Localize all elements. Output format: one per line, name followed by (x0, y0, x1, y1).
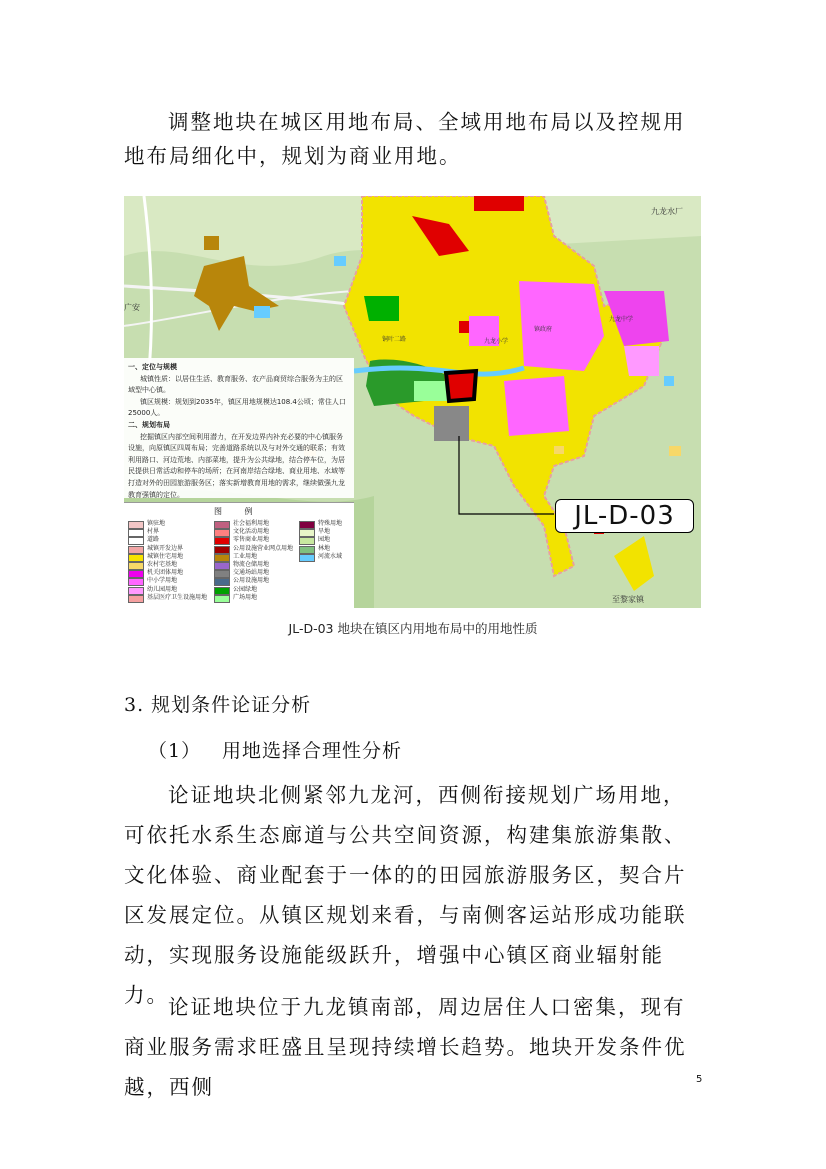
subsection-number: （1） (148, 740, 202, 762)
info-line: 域型中心镇。 (128, 386, 170, 395)
legend-label: 镇驻地 (147, 520, 166, 527)
legend-swatch (128, 546, 144, 554)
legend-swatch (299, 521, 315, 529)
legend-swatch (299, 546, 315, 554)
legend-swatch (128, 537, 144, 545)
legend-label: 公园绿地 (233, 585, 258, 593)
legend-label: 河流水域 (318, 552, 343, 560)
map-label-guangan: 广安 (124, 303, 140, 312)
legend-swatch (214, 521, 230, 529)
legend-swatch (214, 570, 230, 578)
map-label-destination: 至黎家镇 (612, 595, 644, 604)
planning-info-text (128, 362, 353, 501)
legend-label: 基层医疗卫生设施用地 (147, 593, 208, 601)
legend-label: 机关团体用地 (147, 569, 184, 577)
legend-label: 交通场站用地 (233, 569, 270, 577)
info-line: 设施，向原镇区四周布局；完善道路系统以及与对外交通的联系；有效 (128, 444, 345, 453)
legend-swatch (214, 537, 230, 545)
legend-label: 广场用地 (233, 593, 258, 601)
legend-label: 旱地 (318, 528, 331, 536)
map-label-school: 九龙小学 (484, 338, 509, 345)
legend-label: 林地 (318, 544, 331, 552)
legend-label: 城镇住宅用地 (147, 552, 184, 560)
legend-swatch (214, 554, 230, 562)
plot-callout-label: JL-D-03 (555, 499, 694, 533)
legend-label: 中小学用地 (147, 577, 178, 585)
legend-swatch (214, 578, 230, 586)
legend-swatch (128, 595, 144, 603)
legend-swatch (214, 587, 230, 595)
legend-swatch (128, 529, 144, 537)
land-use-map (124, 196, 701, 608)
legend-label: 社会福利用地 (233, 520, 270, 527)
map-label-middle-school: 九龙中学 (609, 316, 634, 323)
body-paragraph-1: 论证地块北侧紧邻九龙河，西侧衔接规划广场用地，可依托水系生态廊道与公共空间资源，构建集旅游集散、文化体验、商业配套于一体的的田园旅游服务区，契合片区发展定位。从镇区规划来看，与南侧客运站形成功能联动，实现服务设施能级跃升，增强中心镇区商业辐射能力。 (124, 783, 687, 1007)
info-line: 教育强镇的定位。 (128, 490, 184, 499)
intro-paragraph: 调整地块在城区用地布局、全域用地布局以及控规用地布局细化中，规划为商业用地。 (124, 110, 686, 168)
legend-label: 幼儿园用地 (147, 585, 178, 593)
info-line: 打造对外的田园旅游服务区；落实新增教育用地的需求，继续做强九龙 (128, 478, 345, 487)
info-line: 挖掘镇区内部空间利用潜力，在开发边界内补充必要的中心镇服务 (140, 432, 343, 441)
legend-label: 城镇开发边界 (147, 544, 184, 552)
legend-swatch (128, 521, 144, 529)
legend-swatch (214, 562, 230, 570)
section-heading: 3. 规划条件论证分析 (124, 694, 312, 716)
legend-label: 村界 (147, 528, 160, 536)
info-heading-1: 一、定位与规模 (128, 363, 177, 371)
map-label-town-government: 镇政府 (534, 326, 553, 333)
subsection-title: 用地选择合理性分析 (222, 740, 403, 762)
legend-label: 特殊用地 (318, 520, 343, 527)
map-label-water-plant: 九龙水厂 (651, 207, 683, 216)
legend-swatch (128, 578, 144, 586)
legend-label: 工业用地 (233, 552, 258, 560)
info-line: 利用路口、河边荒地、内部菜地，提升为公共绿地，结合停车位，为居 (128, 455, 345, 464)
info-line: 城镇性质：以居住生活、教育服务、农产品商贸综合服务为主的区 (140, 374, 343, 383)
legend-swatch (128, 587, 144, 595)
legend-swatch (128, 570, 144, 578)
info-line: 镇区规模：规划到2035年，镇区用地规模达108.4公顷；常住人口 (140, 397, 346, 406)
legend-swatch (299, 529, 315, 537)
legend-title: 图 例 (214, 507, 263, 516)
legend-label: 文化活动用地 (233, 528, 270, 536)
legend-swatch (214, 529, 230, 537)
legend-swatch (299, 537, 315, 545)
subsection-heading (148, 736, 402, 763)
legend-swatch (214, 595, 230, 603)
legend-label: 园地 (318, 536, 331, 544)
page-number: 5 (696, 1074, 703, 1085)
body-paragraph-2: 论证地块位于九龙镇南部，周边居住人口密集，现有商业服务需求旺盛且呈现持续增长趋势。地块开发条件优越，西侧 (124, 995, 687, 1099)
legend-label: 农村宅基地 (147, 561, 178, 568)
info-line: 25000人。 (128, 409, 165, 418)
legend-label: 公用设施用地 (233, 577, 270, 585)
info-line: 民提供日常活动和停车的场所；在河南岸结合绿地、商业用地、水域等 (128, 467, 345, 476)
legend-swatch (214, 546, 230, 554)
legend-label: 道路 (147, 536, 160, 544)
map-label-road: 铜叶二路 (382, 336, 407, 343)
legend-swatch (128, 554, 144, 562)
legend-label: 物流仓储用地 (233, 561, 270, 568)
legend-swatch (299, 554, 315, 562)
legend-swatch (128, 562, 144, 570)
figure-caption: JL-D-03 地块在镇区内用地布局中的用地性质 (288, 621, 538, 636)
info-heading-2: 二、规划布局 (128, 420, 170, 429)
legend-label: 公用设施营业网点用地 (233, 544, 294, 552)
legend-label: 零售商业用地 (233, 536, 270, 544)
